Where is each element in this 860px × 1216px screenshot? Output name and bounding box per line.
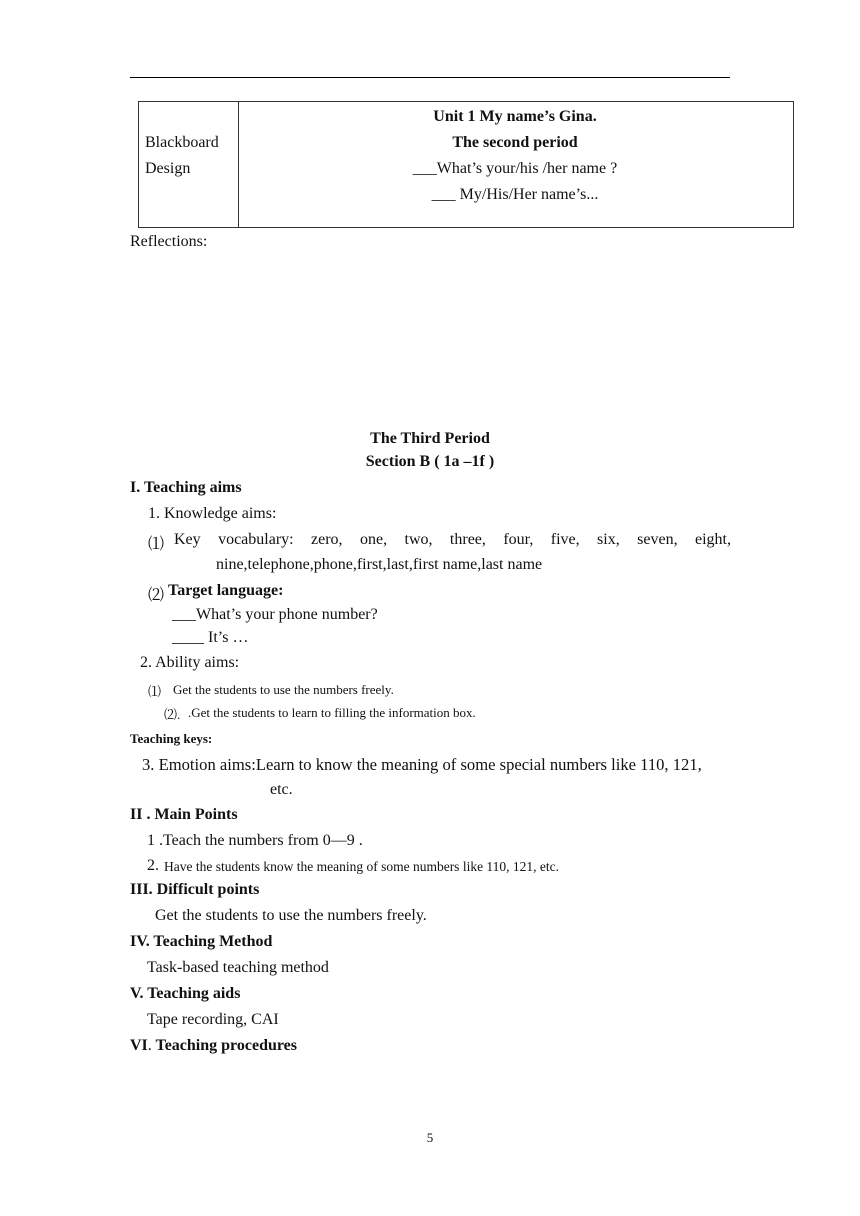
emotion-aims-line2: etc. xyxy=(270,781,293,798)
ability-2: .Get the students to learn to filling the information box. xyxy=(188,705,476,720)
teaching-aids-heading: V. Teaching aids xyxy=(130,985,241,1002)
vocab-line2: nine,telephone,phone,first,last,first name,last name xyxy=(216,556,543,573)
ability-aims: 2. Ability aims: xyxy=(140,654,240,671)
main-point-1: 1 .Teach the numbers from 0—9 . xyxy=(147,832,363,849)
target-question: ___What’s your phone number? xyxy=(172,606,378,623)
main-points-heading: II . Main Points xyxy=(130,806,238,823)
board-label-line1: Blackboard xyxy=(145,134,219,151)
procedures-dot: . xyxy=(147,1037,152,1054)
teaching-aims-heading: I. Teaching aims xyxy=(130,479,242,496)
main-point-2: Have the students know the meaning of some numbers like 110, 121, etc. xyxy=(164,859,560,874)
teaching-procedures-heading xyxy=(130,1037,297,1055)
knowledge-aims: 1. Knowledge aims: xyxy=(148,505,277,522)
emotion-aims-line1: 3. Emotion aims:Learn to know the meaning of some special numbers like 110, 121, xyxy=(142,755,702,774)
target-language-label: Target language: xyxy=(168,582,284,599)
board-title: Unit 1 My name’s Gina. xyxy=(433,108,597,125)
procedures-text: Teaching procedures xyxy=(155,1037,297,1054)
vocab-marker: ⑴ xyxy=(148,536,165,553)
board-line2: ___ My/His/Her name’s... xyxy=(431,186,599,203)
main-point-2-num: 2. xyxy=(147,857,159,874)
section-title: Section B ( 1a –1f ) xyxy=(365,453,495,470)
difficult-points-text: Get the students to use the numbers freely. xyxy=(155,907,427,924)
difficult-points-heading: III. Difficult points xyxy=(130,881,260,898)
ability-2-marker: ⑵. xyxy=(164,707,181,722)
teaching-aids-text: Tape recording, CAI xyxy=(147,1011,279,1028)
board-label-line2: Design xyxy=(145,160,191,177)
ability-1-marker: ⑴ xyxy=(148,684,162,699)
procedures-num: VI xyxy=(130,1037,148,1054)
board-period: The second period xyxy=(452,134,578,151)
teaching-method-text: Task-based teaching method xyxy=(147,959,329,976)
target-answer: ____ It’s … xyxy=(172,629,249,646)
header-rule xyxy=(130,77,730,78)
page-number: 5 xyxy=(426,1130,434,1145)
teaching-method-heading: IV. Teaching Method xyxy=(130,933,273,950)
reflections-label: Reflections: xyxy=(130,233,208,250)
third-period-title: The Third Period xyxy=(370,430,490,447)
target-marker: ⑵ xyxy=(148,587,165,604)
teaching-keys: Teaching keys: xyxy=(130,731,213,746)
board-line1: ___What’s your/his /her name ? xyxy=(412,160,618,177)
ability-1: Get the students to use the numbers freely. xyxy=(173,682,394,697)
vocab-line1: Key vocabulary: zero, one, two, three, four, five, six, seven, eight, xyxy=(174,531,731,548)
